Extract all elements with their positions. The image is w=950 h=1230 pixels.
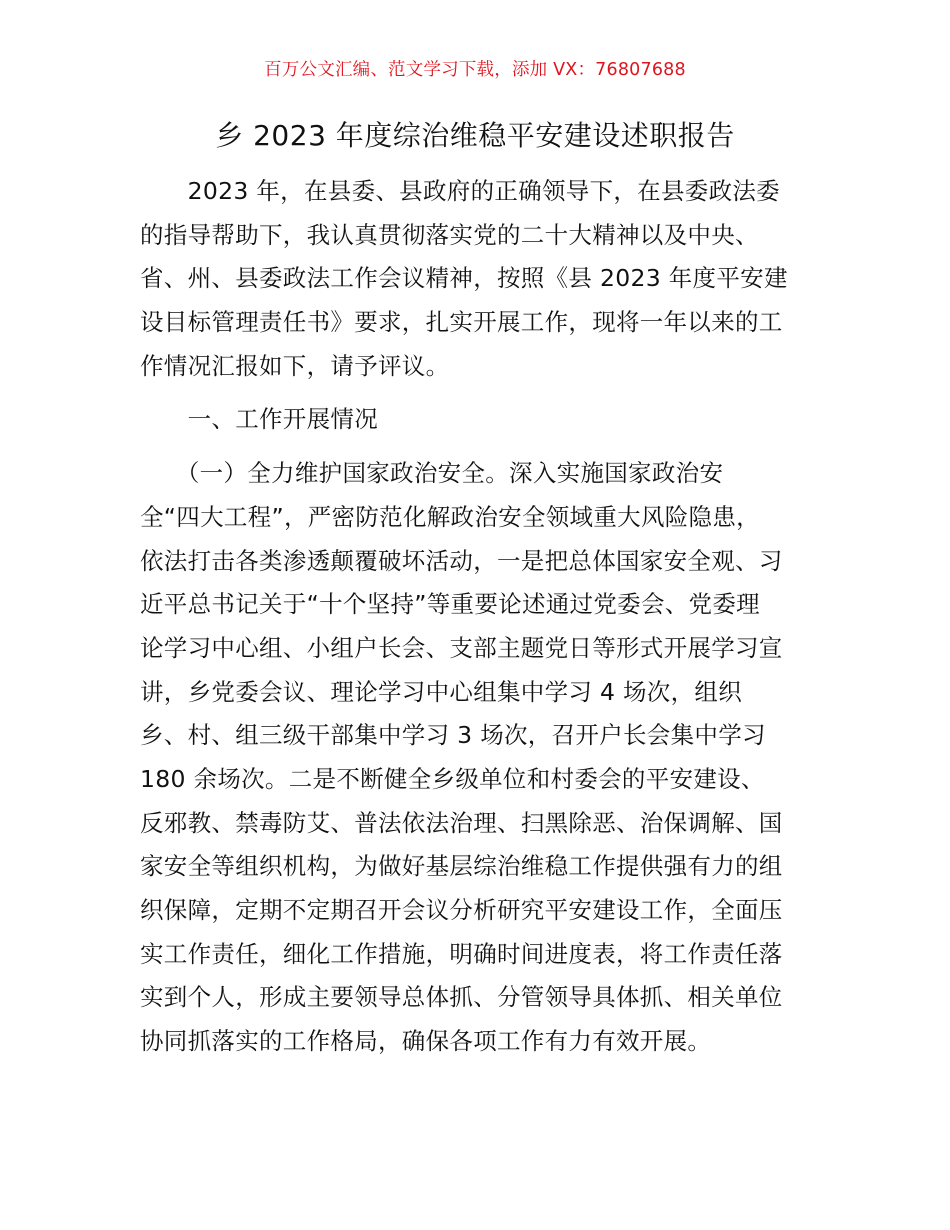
intro-line: 省、州、县委政法工作会议精神，按照《县 2023 年度平安建 [140, 264, 788, 293]
section1-line: 讲，乡党委会议、理论学习中心组集中学习 4 场次，组织 [140, 677, 742, 706]
paragraph-gap [140, 388, 820, 398]
section1-line: 家安全等组织机构，为做好基层综治维稳工作提供强有力的组 [140, 852, 783, 881]
watermark-banner: 百万公文汇编、范文学习下载，添加 VX：76807688 [264, 60, 686, 80]
section-heading: 一、工作开展情况 [140, 405, 378, 434]
intro-line: 设目标管理责任书》要求，扎实开展工作，现将一年以来的工 [140, 308, 783, 337]
section1-line: 180 余场次。二是不断健全乡级单位和村委会的平安建设、 [140, 764, 765, 793]
section1-line: 织保障，定期不定期召开会议分析研究平安建设工作，全面压 [140, 896, 783, 924]
section1-line: 乡、村、组三级干部集中学习 3 场次，召开户长会集中学习 [140, 721, 766, 750]
section1-line: 论学习中心组、小组户长会、支部主题党日等形式开展学习宣 [140, 633, 783, 662]
section1-line: （一）全力维护国家政治安全。深入实施国家政治安 [140, 459, 724, 488]
intro-line: 作情况汇报如下，请予评议。 [140, 351, 450, 380]
document-title: 乡 2023 年度综治维稳平安建设述职报告 [215, 119, 735, 152]
intro-line: 2023 年，在县委、县政府的正确领导下，在县委政法委 [140, 177, 780, 205]
section1-line: 协同抓落实的工作格局，确保各项工作有力有效开展。 [140, 1027, 712, 1056]
section1-line: 实到个人，形成主要领导总体抓、分管领导具体抓、相关单位 [140, 983, 783, 1012]
section1-line: 近平总书记关于“十个坚持”等重要论述通过党委会、党委理 [140, 590, 760, 619]
section1-line: 反邪教、禁毒防艾、普法依法治理、扫黑除恶、治保调解、国 [140, 808, 783, 837]
document-body [140, 170, 820, 1064]
section1-line: 全“四大工程”，严密防范化解政治安全领域重大风险隐患， [140, 502, 760, 531]
paragraph-gap [140, 442, 820, 452]
section1-line: 依法打击各类渗透颠覆破坏活动，一是把总体国家安全观、习 [140, 546, 783, 575]
intro-line: 的指导帮助下，我认真贯彻落实党的二十大精神以及中央、 [140, 220, 759, 249]
section1-line: 实工作责任，细化工作措施，明确时间进度表，将工作责任落 [140, 939, 783, 968]
